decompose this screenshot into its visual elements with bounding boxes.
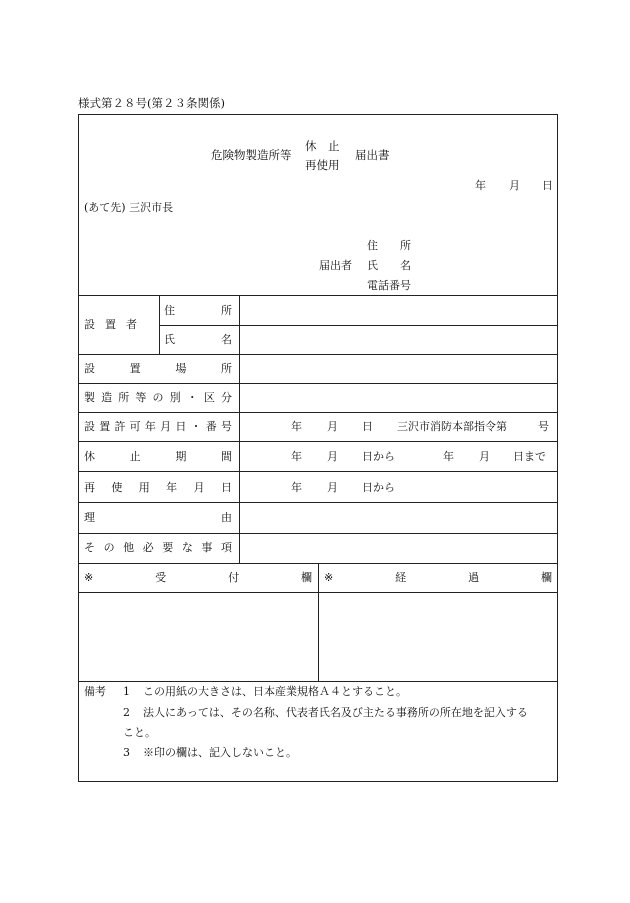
suspend-to-month: 月 <box>479 450 490 463</box>
permit-number-prefix: 三沢市消防本部指令第 <box>397 420 507 433</box>
note-3-text: ※印の欄は、記入しないこと。 <box>143 746 297 759</box>
installer-address-label <box>164 305 232 316</box>
installer-address-char: 住 <box>164 304 175 317</box>
note-1-number: 1 <box>123 685 130 698</box>
notifier-address-label: 住 所 <box>367 239 411 252</box>
notifier-name-label: 氏 名 <box>367 259 411 272</box>
title-option-suspend: 休 止 <box>305 139 340 153</box>
reason-label: 理 由 <box>84 511 232 524</box>
notifier-phone-label: 電話番号 <box>367 279 411 292</box>
installer-label: 設置者 <box>84 318 147 331</box>
reuse-month: 月 <box>327 481 338 494</box>
other-label: そ の 他 必 要 な 事 項 <box>84 541 232 554</box>
permit-year: 年 <box>291 420 302 433</box>
permit-label: 設 置 許 可 年 月 日 ・ 番 号 <box>84 420 232 433</box>
date-day: 日 <box>542 179 553 192</box>
form-number: 様式第２８号(第２３条関係) <box>78 96 225 110</box>
progress-mark: ※ <box>324 571 334 584</box>
permit-month: 月 <box>327 420 338 433</box>
suspend-label: 休 止 期 間 <box>84 450 232 463</box>
suspend-from-month: 月 <box>327 450 338 463</box>
category-label: 製 造 所 等 の 別 ・ 区 分 <box>84 391 232 404</box>
note-2-continuation: こと。 <box>123 726 156 739</box>
addressee: (あて先) 三沢市長 <box>84 201 174 214</box>
installer-name-label <box>164 334 232 345</box>
suspend-from-year: 年 <box>291 450 302 463</box>
installer-address-char: 所 <box>221 304 232 317</box>
reuse-day: 日から <box>362 481 395 494</box>
suspend-from-day: 日から <box>362 450 395 463</box>
permit-day: 日 <box>362 420 373 433</box>
title-option-reuse: 再使用 <box>305 158 340 172</box>
installer-name-char: 氏 <box>164 333 175 346</box>
notes-label: 備考 <box>84 685 106 698</box>
date-month: 月 <box>509 179 520 192</box>
location-label: 設 置 場 所 <box>84 362 232 375</box>
progress-header: ※ 経 過 欄 <box>324 571 552 584</box>
reuse-label: 再 使 用 年 月 日 <box>84 481 232 494</box>
suspend-to-day: 日まで <box>513 450 546 463</box>
note-3-number: 3 <box>123 746 130 759</box>
reception-header: ※ 受 付 欄 <box>84 571 312 584</box>
reception-mark: ※ <box>84 571 94 584</box>
installer-name-char: 名 <box>221 333 232 346</box>
note-2-number: 2 <box>123 706 130 719</box>
notifier-label: 届出者 <box>319 259 352 272</box>
permit-number-suffix: 号 <box>538 420 549 433</box>
reuse-year: 年 <box>291 481 302 494</box>
note-1-text: この用紙の大きさは、日本産業規格Ａ４とすること。 <box>143 685 407 698</box>
date-year: 年 <box>475 179 486 192</box>
suspend-to-year: 年 <box>443 450 454 463</box>
title-suffix: 届出書 <box>355 148 390 162</box>
title-prefix: 危険物製造所等 <box>211 148 292 162</box>
note-2-text: 法人にあっては、その名称、代表者氏名及び主たる事務所の所在地を記入する <box>143 706 528 719</box>
